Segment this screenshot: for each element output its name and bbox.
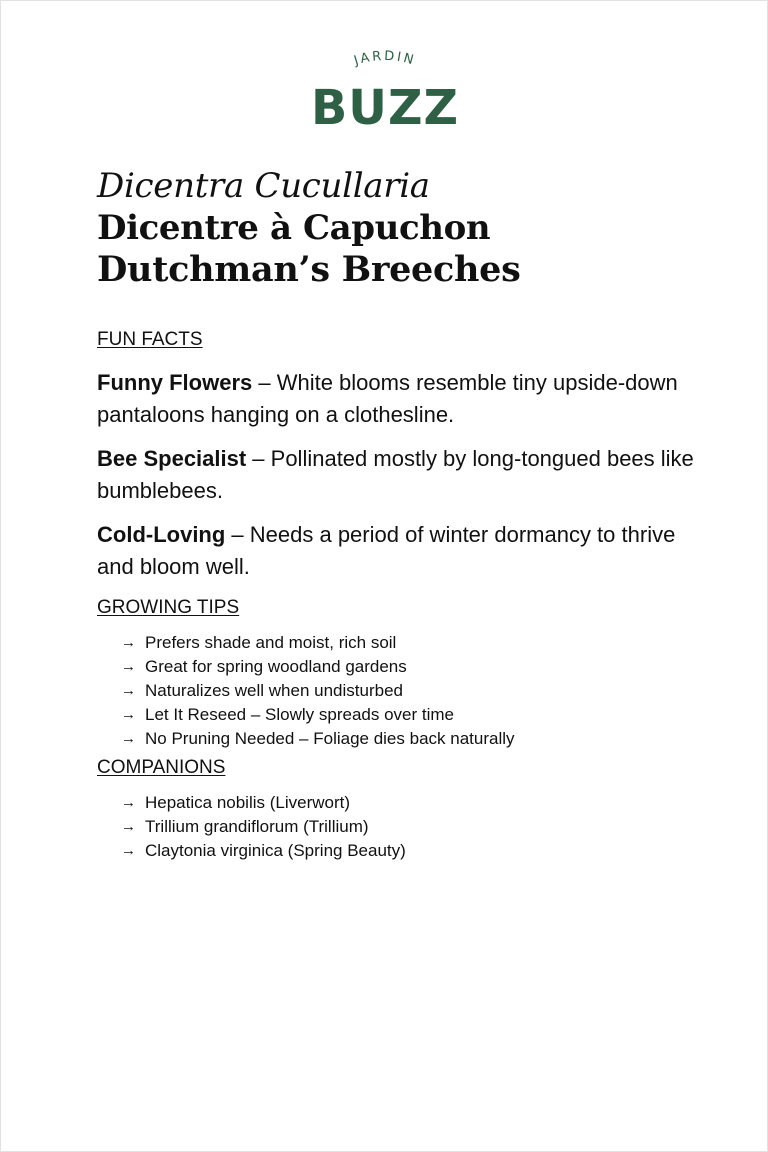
fun-fact-title: Bee Specialist: [97, 446, 247, 471]
list-item-text: No Pruning Needed – Foliage dies back naturally: [145, 729, 515, 748]
list-item-text: Great for spring woodland gardens: [145, 657, 407, 676]
plant-names: [97, 165, 521, 291]
list-item-text: Trillium grandiflorum (Trillium): [145, 817, 369, 836]
arrow-right-icon: →: [121, 682, 136, 699]
fun-fact: [97, 367, 697, 431]
list-item: [121, 631, 697, 655]
french-name: Dicentre à Capuchon: [97, 208, 491, 248]
fun-facts-heading: FUN FACTS: [97, 329, 203, 350]
list-item: [121, 839, 697, 863]
list-item-text: Prefers shade and moist, rich soil: [145, 633, 397, 652]
logo-jardin-text: JARDIN: [352, 48, 418, 69]
list-item: [121, 655, 697, 679]
list-item-text: Naturalizes well when undisturbed: [145, 681, 403, 700]
jardin-buzz-logo: [301, 45, 469, 133]
arrow-right-icon: →: [121, 842, 136, 859]
latin-name: Dicentra Cucullaria: [97, 166, 430, 206]
arrow-right-icon: →: [121, 706, 136, 723]
fun-fact-text: – Needs a period of winter dormancy to thrive and bloom well.: [97, 522, 676, 579]
list-item: [121, 791, 697, 815]
companions-list: [97, 791, 697, 863]
fun-fact: [97, 519, 697, 583]
english-name: Dutchman’s Breeches: [97, 249, 521, 290]
list-item: [121, 727, 697, 751]
list-item: [121, 815, 697, 839]
fun-fact-title: Cold-Loving: [97, 522, 226, 547]
fun-fact-text: – Pollinated mostly by long-tongued bees like bumblebees.: [97, 446, 694, 503]
fun-fact: [97, 443, 697, 507]
list-item-text: Claytonia virginica (Spring Beauty): [145, 841, 406, 860]
arrow-right-icon: →: [121, 818, 136, 835]
arrow-right-icon: →: [121, 658, 136, 675]
list-item: [121, 703, 697, 727]
arrow-right-icon: →: [121, 730, 136, 747]
growing-tips-heading: GROWING TIPS: [97, 597, 240, 618]
arrow-right-icon: →: [121, 634, 136, 651]
list-item-text: Hepatica nobilis (Liverwort): [145, 793, 351, 812]
fun-fact-title: Funny Flowers: [97, 370, 253, 395]
list-item: [121, 679, 697, 703]
fun-fact-text: – White blooms resemble tiny upside-down pantaloons hanging on a clothesline.: [97, 370, 678, 427]
list-item-text: Let It Reseed – Slowly spreads over time: [145, 705, 454, 724]
plant-details: [97, 327, 697, 863]
arrow-right-icon: →: [121, 794, 136, 811]
growing-tips-list: [97, 631, 697, 751]
companions-heading: COMPANIONS: [97, 757, 226, 778]
logo-buzz-text: BUZZ: [311, 80, 459, 133]
